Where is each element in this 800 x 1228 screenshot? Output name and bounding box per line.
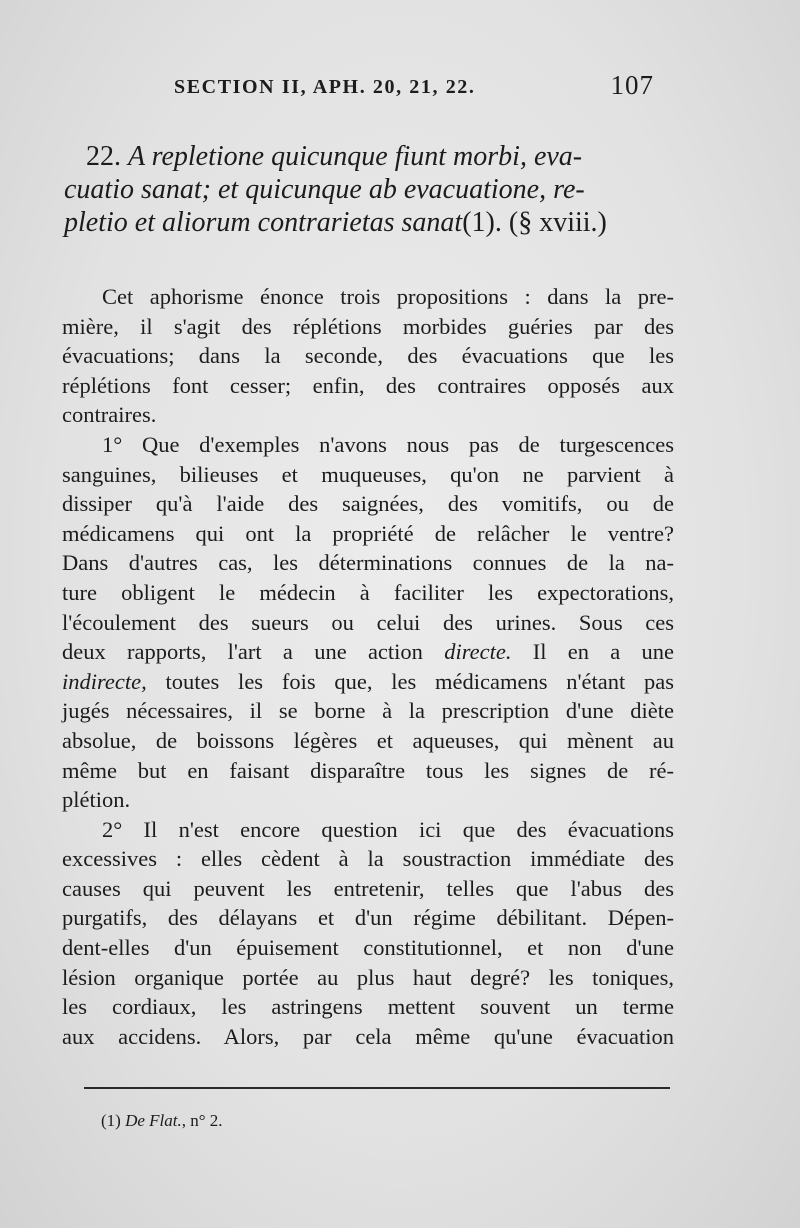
text-line: causes qui peuvent les entretenir, telles que l'abus des [62, 875, 674, 901]
text-line: excessives : elles cèdent à la soustraction immédiate des [62, 846, 674, 872]
aphorism-latin: A repletione quicunque fiunt morbi, eva- [128, 141, 583, 172]
aphorism-number: 22. [86, 141, 121, 172]
text-line: dissiper qu'à l'aide des saignées, des vomitifs, ou de [62, 491, 674, 517]
text-line [62, 667, 674, 697]
page-number: 107 [610, 70, 654, 100]
aphorism-line [64, 206, 669, 239]
aphorism-latin: pletio et aliorum contrarietas sanat [64, 207, 463, 238]
text-line: même but en faisant disparaître tous les signes de ré- [62, 757, 674, 783]
text-line: les cordiaux, les astringens mettent souvent un terme [62, 994, 674, 1020]
footnote-marker: (1) [101, 1111, 121, 1130]
italic-term-directe: directe. [444, 639, 512, 665]
page-header [174, 70, 654, 106]
text-line: aux accidens. Alors, par cela même qu'une évacuation [62, 1023, 674, 1049]
text-segment: Il en a une [532, 639, 675, 665]
text-line: lésion organique portée au plus haut degré? les toniques, [62, 964, 674, 990]
aphorism-latin: cuatio sanat; et quicunque ab evacuatione, re- [64, 174, 585, 205]
text-line: évacuations; dans la seconde, des évacuations que les [62, 343, 674, 369]
text-line [62, 637, 674, 667]
commentary-body [62, 282, 674, 1051]
footnote-rest: , n° 2. [181, 1111, 223, 1130]
text-segment: deux rapports, l'art a une action [62, 639, 423, 665]
footnote-source: De Flat. [125, 1111, 182, 1130]
aphorism-line [64, 173, 669, 206]
text-line: purgatifs, des délayans et d'un régime débilitant. Dépen- [62, 905, 674, 931]
text-line: l'écoulement des sueurs ou celui des urines. Sous ces [62, 609, 674, 635]
text-line: réplétions font cesser; enfin, des contraires opposés aux [62, 372, 674, 398]
text-line: 2° Il n'est encore question ici que des évacuations [102, 816, 674, 842]
aphorism-text [64, 140, 669, 239]
text-line: ture obligent le médecin à faciliter les expectorations, [62, 579, 674, 605]
aphorism-line [64, 140, 669, 173]
text-line: Cet aphorisme énonce trois propositions : dans la pre- [102, 284, 674, 309]
italic-term-indirecte: indirecte, [62, 668, 147, 694]
aphorism-reference: (1). (§ xviii.) [462, 207, 607, 238]
text-line: dent-elles d'un épuisement constitutionnel, et non d'une [62, 935, 674, 961]
text-line: mière, il s'agit des réplétions morbides guéries par des [62, 313, 674, 339]
text-segment: toutes les fois que, les médicamens n'étant pas [165, 668, 675, 694]
text-line: contraires. [62, 402, 157, 428]
text-line: Dans d'autres cas, les déterminations connues de la na- [62, 550, 674, 576]
running-head: SECTION II, APH. 20, 21, 22. [174, 76, 476, 98]
text-line: 1° Que d'exemples n'avons nous pas de turgescences [102, 431, 674, 457]
footnote-divider [84, 1087, 670, 1089]
text-line: absolue, de boissons légères et aqueuses, qui mènent au [62, 727, 674, 753]
text-line: sanguines, bilieuses et muqueuses, qu'on ne parvient à [62, 461, 674, 487]
footnote [101, 1111, 223, 1131]
text-line: plétion. [62, 787, 131, 813]
text-line: médicamens qui ont la propriété de relâcher le ventre? [62, 520, 674, 546]
text-line: jugés nécessaires, il se borne à la prescription d'une diète [62, 698, 674, 724]
